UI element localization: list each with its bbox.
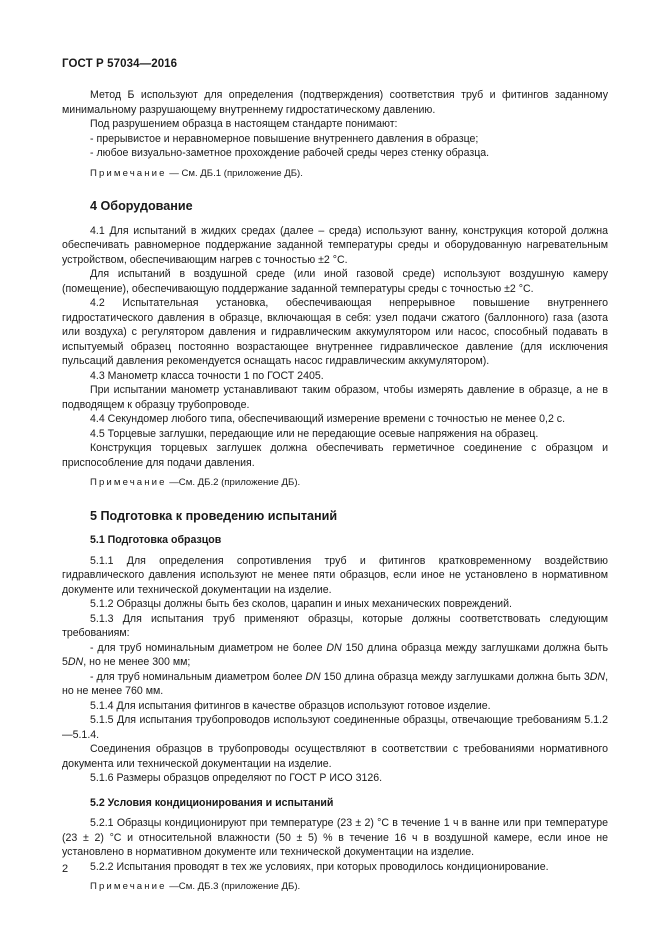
para-5-2-1: 5.2.1 Образцы кондиционируют при температуре (23 ± 2) °С в течение 1 ч в ванне или при температуре (23 ± 2) °С и относительной влажности (50 ± 5) % в течение 16 ч в воздушной камере, если иное не установлено в нормативном документе или технической документации на изделие. xyxy=(62,817,608,858)
para-5-1-6: 5.1.6 Размеры образцов определяют по ГОСТ Р ИСО 3126. xyxy=(90,772,383,784)
para-5-1-1: 5.1.1 Для определения сопротивления труб и фитингов кратковременному воздействию гидравлического давления используют не менее пяти образцов, если иное не установлено в нормативном документе или технической документации на изделие. xyxy=(62,554,608,596)
subsection-5-1-title: 5.1 Подготовка образцов xyxy=(90,534,222,546)
dn-symbol: DN xyxy=(305,670,321,683)
note-db1 xyxy=(62,167,608,182)
para-4-5: 4.5 Торцевые заглушки, передающие или не передающие осевые напряжения на образец. xyxy=(90,427,539,440)
para-4-1: 4.1 Для испытаний в жидких средах (далее – среда) используют ванну, конструкция которой должна обеспечивать равномерное поддержание заданной температуры среды и оборудованную нагревательным устройством, обеспечивающим нагрев с точностью ±2 °С. xyxy=(62,224,608,266)
text-fragment: 150 длина образца между заглушками должна быть 3 xyxy=(320,670,590,683)
text-fragment: 150 длина образца между заглушками должна быть 5 xyxy=(62,641,608,668)
para-5-1-3-small-dn xyxy=(62,641,608,670)
note-label: Примечание xyxy=(90,477,167,488)
para-4-4: 4.4 Секундомер любого типа, обеспечивающий измерение времени с точностью не менее 0,2 с. xyxy=(90,413,566,425)
failure-definition: Под разрушением образца в настоящем стандарте понимают: xyxy=(90,118,398,130)
failure-item-1: - прерывистое и неравномерное повышение внутреннего давления в образце; xyxy=(90,132,479,145)
text-fragment: - для труб номинальным диаметром не более xyxy=(90,641,327,654)
dn-symbol: DN xyxy=(589,670,606,683)
para-5-1-4: 5.1.4 Для испытания фитингов в качестве образцов используют готовое изделие. xyxy=(90,699,491,712)
para-5-1-3: 5.1.3 Для испытания труб применяют образцы, которые должны соответствовать следующим требованиям: xyxy=(62,612,608,639)
note-label: Примечание xyxy=(90,881,167,892)
dn-symbol: DN xyxy=(326,641,342,654)
note-text: —См. ДБ.2 (приложение ДБ). xyxy=(166,477,301,488)
para-4-1-air: Для испытаний в воздушной среде (или иной газовой среде) используют воздушную камеру (помещение), обеспечивающую поддержание заданной температуры среды с точностью ±2 °С. xyxy=(62,268,608,295)
para-5-2-2: 5.2.2 Испытания проводят в тех же условиях, при которых проводилось кондиционирование. xyxy=(90,860,549,873)
section-5-title: 5 Подготовка к проведению испытаний xyxy=(90,508,338,523)
text-fragment: - для труб номинальным диаметром более xyxy=(90,670,306,683)
para-5-1-5-joints: Соединения образцов в трубопроводы осуществляют в соответствии с требованиями нормативного документа или технической документации на изделие. xyxy=(62,743,608,770)
page-number: 2 xyxy=(62,863,69,875)
failure-item-2: - любое визуально-заметное прохождение рабочей среды через стенку образца. xyxy=(90,147,490,159)
method-b-paragraph: Метод Б используют для определения (подтверждения) соответствия труб и фитингов заданному минимальному разрушающему внутреннему гидростатическому давлению. xyxy=(62,89,608,116)
note-text: — См. ДБ.1 (приложение ДБ). xyxy=(166,167,303,179)
dn-symbol: DN xyxy=(67,656,84,668)
text-fragment: , но не менее 760 мм. xyxy=(62,670,609,697)
document-body xyxy=(62,88,608,895)
para-5-1-5: 5.1.5 Для испытания трубопроводов используют соединенные образцы, отвечающие требованиям 5.1.2—5.1.4. xyxy=(62,714,608,741)
para-5-1-3-large-dn xyxy=(62,670,608,699)
note-db3 xyxy=(62,880,608,895)
para-4-5-design: Конструкция торцевых заглушек должна обеспечивать герметичное соединение с образцом и приспособление для подачи давления. xyxy=(62,442,608,469)
para-5-1-2: 5.1.2 Образцы должны быть без сколов, царапин и иных механических повреждений. xyxy=(90,598,512,610)
document-header: ГОСТ Р 57034—2016 xyxy=(62,58,178,70)
note-label: Примечание xyxy=(90,167,167,179)
text-fragment: , но не менее 300 мм; xyxy=(83,656,191,668)
para-4-2: 4.2 Испытательная установка, обеспечивающая непрерывное повышение внутреннего гидростатического давления в образце, включающая в себя: узел подачи сжатого (баллонного) газа (азота или воздуха) с регулятором давления и гидравлическим аккумулятором или насос, способный подавать в испытуемый образец постоянно возрастающее внутреннее гидравлическое давление (для исключения пульсаций давления рекомендуется оснащать насос гидравлическим аккумулятором). xyxy=(62,297,608,367)
section-4-title: 4 Оборудование xyxy=(90,199,193,213)
note-db2 xyxy=(62,476,608,491)
para-4-3: 4.3 Манометр класса точности 1 по ГОСТ 2405. xyxy=(90,369,324,382)
para-4-3-install: При испытании манометр устанавливают таким образом, чтобы измерять давление в образце, а не в подводящем к образцу трубопроводе. xyxy=(62,384,608,411)
note-text: —См. ДБ.3 (приложение ДБ). xyxy=(166,881,301,892)
subsection-5-2-title: 5.2 Условия кондиционирования и испытаний xyxy=(90,796,334,809)
